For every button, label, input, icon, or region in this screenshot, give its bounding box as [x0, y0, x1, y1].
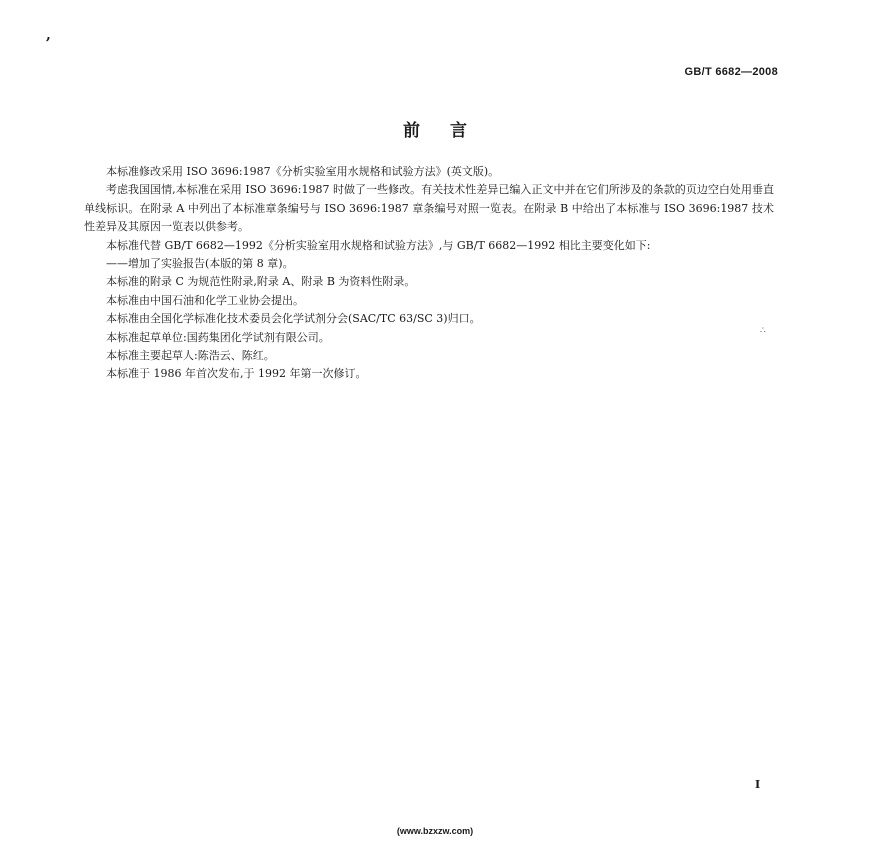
paragraph-adoption: 本标准修改采用 ISO 3696:1987《分析实验室用水规格和试验方法》(英文版)。: [106, 165, 500, 178]
paragraph-modifications: 考虑我国国情,本标准在采用 ISO 3696:1987 时做了一些修改。有关技术性差异已编入正文中并在它们所涉及的条款的页边空白处用垂直单线标识。在附录 A 中列出了本标准章条编号与 ISO 3696:1987 章条编号对照一览表。在附录 B 中给出了本标准与 ISO 3696:1987 技术性差异及其原因一览表以供参考。: [84, 183, 774, 234]
paragraph-annexes: 本标准的附录 C 为规范性附录,附录 A、附录 B 为资料性附录。: [106, 275, 416, 289]
corner-mark: ,: [46, 27, 51, 43]
preface-body: [84, 163, 774, 384]
paragraph-drafting-unit: 本标准起草单位:国药集团化学试剂有限公司。: [106, 330, 330, 344]
margin-mark: ∴: [760, 326, 766, 336]
paragraph-drafters: 本标准主要起草人:陈浩云、陈红。: [106, 349, 275, 363]
footer-url: (www.bzxzw.com): [396, 826, 474, 836]
paragraph-replacement: 本标准代替 GB/T 6682—1992《分析实验室用水规格和试验方法》,与 GB/T 6682—1992 相比主要变化如下:: [106, 238, 651, 252]
paragraph-change-item: ——增加了实验报告(本版的第 8 章)。: [106, 257, 294, 271]
paragraph-history: 本标准于 1986 年首次发布,于 1992 年第一次修订。: [106, 367, 367, 381]
page-number: I: [755, 778, 761, 791]
paragraph-proposer: 本标准由中国石油和化学工业协会提出。: [106, 293, 304, 307]
standard-number: GB/T 6682—2008: [684, 66, 778, 78]
paragraph-committee: 本标准由全国化学标准化技术委员会化学试剂分会(SAC/TC 63/SC 3)归口。: [106, 312, 481, 326]
page-title: 前言: [403, 121, 497, 141]
